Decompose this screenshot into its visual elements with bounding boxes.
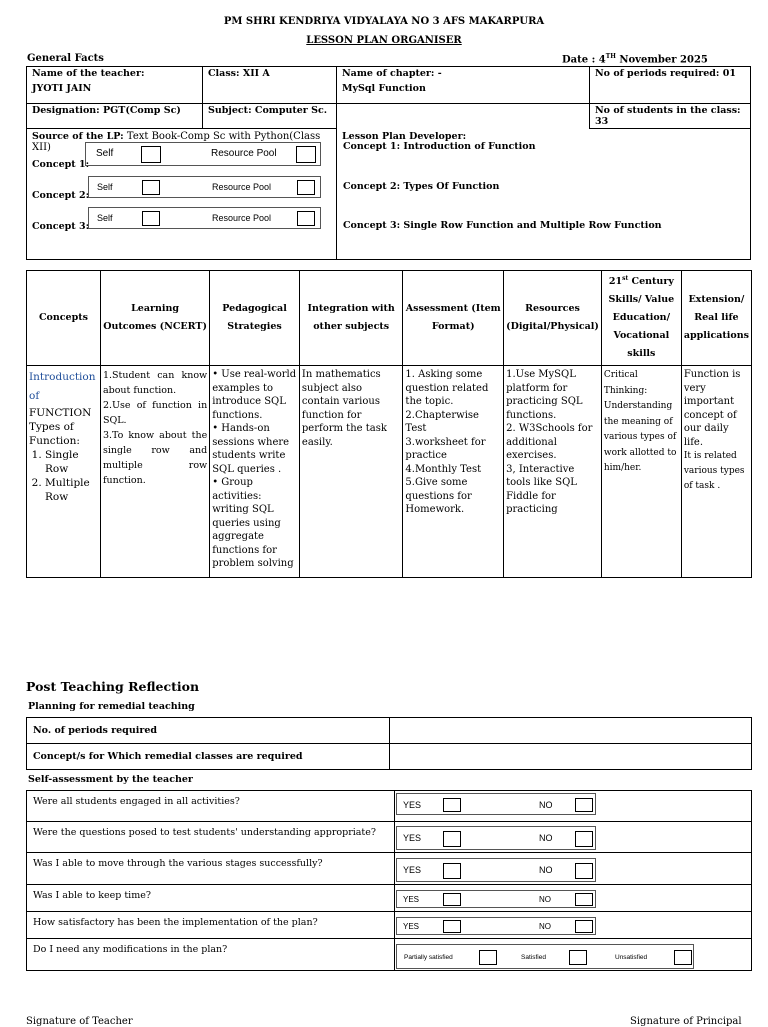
list-item: 1. Single Row (45, 448, 98, 476)
header-concepts: Concepts (27, 271, 101, 366)
concept-2-source-box: Self Resource Pool (88, 176, 321, 198)
list-item: 4.Monthly Test (405, 463, 482, 475)
class-cell: Class: XII A (203, 67, 337, 104)
chapter-cell: Name of chapter: - MySql Function (337, 67, 590, 104)
list-item: 3.worksheet for practice (405, 436, 486, 461)
assessment-cell (403, 366, 504, 578)
q6-answer: Partially satisfied Satisfied Unsatisfied (396, 944, 694, 969)
concept-1-source-box: Self Resource Pool (85, 142, 321, 166)
subject-cell: Subject: Computer Sc. (203, 104, 337, 129)
list-item: • Use real-world examples to introduce SQL functions. (212, 369, 297, 421)
list-item: 3, Interactive tools like SQL Fiddle for practicing (506, 463, 577, 515)
question-5: How satisfactory has been the implementation of the plan? (27, 912, 395, 939)
header-skills: 21st Century Skills/ Value Education/ Vocational skills (601, 271, 681, 366)
list-item: • Group activities: writing SQL queries using aggregate functions for problem solving (212, 477, 294, 569)
concept-1-self-checkbox[interactable] (141, 146, 161, 163)
developer-concept-1: Concept 1: Introduction of Function (343, 141, 536, 152)
date-label: Date : 4TH November 2025 (562, 53, 708, 66)
partially-satisfied-checkbox[interactable] (479, 950, 497, 965)
list-item: 2. Multiple Row (45, 476, 98, 504)
remedial-table (26, 717, 752, 770)
q3-yes-checkbox[interactable] (443, 863, 461, 879)
teacher-cell: Name of the teacher: JYOTI JAIN (27, 67, 203, 104)
q3-answer: YES NO (396, 858, 596, 882)
extension-cell (681, 366, 751, 578)
header-resources: Resources (Digital/Physical) (504, 271, 602, 366)
list-item: 1.Student can know about function. (102, 370, 208, 396)
header-extension: Extension/ Real life applications (681, 271, 751, 366)
reflection-title: Post Teaching Reflection (26, 679, 200, 694)
concept-2-label: Concept 2: (32, 190, 90, 201)
list-item: 2.Chapterwise Test (405, 409, 479, 434)
list-item: 2. W3Schools for additional exercises. (506, 423, 593, 461)
q2-yes-checkbox[interactable] (443, 831, 461, 847)
concept-types: Types of Function: (29, 421, 80, 447)
designation-cell: Designation: PGT(Comp Sc) (27, 104, 203, 129)
question-6: Do I need any modifications in the plan? (27, 939, 395, 971)
q4-yes-checkbox[interactable] (443, 893, 461, 906)
concept-1-pool-checkbox[interactable] (296, 146, 316, 163)
question-4: Was I able to keep time? (27, 885, 395, 912)
list-item: 5.Give some questions for Homework. (405, 477, 472, 515)
outcomes-cell (100, 366, 209, 578)
concepts-cell (27, 366, 101, 578)
document-title: LESSON PLAN ORGANISER (306, 35, 462, 46)
q1-answer: YES NO (396, 793, 596, 815)
q2-no-checkbox[interactable] (575, 831, 593, 847)
source-line: Source of the LP: Text Book-Comp Sc with Python(Class XII) (32, 131, 321, 153)
concept-3-pool-checkbox[interactable] (297, 211, 315, 226)
list-item: 1.Use MySQL platform for practicing SQL functions. (506, 369, 583, 421)
concept-2-pool-checkbox[interactable] (297, 180, 315, 195)
question-3: Was I able to move through the various stages successfully? (27, 853, 395, 885)
q3-no-checkbox[interactable] (575, 863, 593, 879)
concept-2-self-checkbox[interactable] (142, 180, 160, 195)
list-item: It is related various types of task . (683, 451, 745, 491)
concept-1-label: Concept 1: (32, 159, 90, 170)
q5-yes-checkbox[interactable] (443, 920, 461, 933)
question-1: Were all students engaged in all activities? (27, 791, 395, 822)
resources-cell (504, 366, 602, 578)
list-item: 3.To know about the single row and multiple row function. (102, 430, 208, 486)
students-cell: No of students in the class: 33 (590, 104, 751, 129)
lesson-plan-table (26, 270, 752, 578)
remedial-periods-value[interactable] (390, 718, 752, 744)
remedial-concepts-value[interactable] (390, 744, 752, 770)
header-outcomes: Learning Outcomes (NCERT) (100, 271, 209, 366)
self-assessment-title: Self-assessment by the teacher (28, 774, 193, 785)
developer-label: Lesson Plan Developer: (342, 131, 467, 142)
satisfied-checkbox[interactable] (569, 950, 587, 965)
teacher-signature: Signature of Teacher (26, 1016, 133, 1027)
unsatisfied-checkbox[interactable] (674, 950, 692, 965)
list-item: Function is very important concept of our daily life. (683, 369, 741, 448)
list-item: • Hands-on sessions where students write SQL queries . (212, 423, 290, 475)
remedial-concepts-label: Concept/s for Which remedial classes are required (27, 744, 390, 770)
q4-no-checkbox[interactable] (575, 893, 593, 906)
strategies-cell (210, 366, 300, 578)
q5-answer: YES NO (396, 917, 596, 935)
periods-cell: No of periods required: 01 (590, 67, 751, 104)
header-assessment: Assessment (Item Format) (403, 271, 504, 366)
skills-cell: Critical Thinking: Understanding the meaning of various types of work allotted to him/her. (601, 366, 681, 578)
concept-function: FUNCTION (29, 407, 92, 419)
q4-answer: YES NO (396, 890, 596, 908)
remedial-periods-label: No. of periods required (27, 718, 390, 744)
principal-signature: Signature of Principal (630, 1016, 742, 1027)
general-facts-label: General Facts (27, 53, 104, 64)
concept-3-label: Concept 3: (32, 221, 90, 232)
q1-no-checkbox[interactable] (575, 798, 593, 812)
school-name: PM SHRI KENDRIYA VIDYALAYA NO 3 AFS MAKARPURA (223, 16, 545, 27)
concept-intro: Introduction of (29, 371, 96, 402)
question-2: Were the questions posed to test students' understanding appropriate? (27, 822, 395, 853)
remedial-title: Planning for remedial teaching (28, 701, 195, 712)
q2-answer: YES NO (396, 826, 596, 850)
developer-concept-2: Concept 2: Types Of Function (343, 181, 500, 192)
developer-concept-3: Concept 3: Single Row Function and Multiple Row Function (343, 220, 662, 231)
list-item: 1. Asking some question related the topic. (405, 369, 489, 407)
integration-cell: In mathematics subject also contain various function for perform the task easily. (299, 366, 403, 578)
header-integration: Integration with other subjects (299, 271, 403, 366)
concept-3-source-box: Self Resource Pool (88, 207, 321, 229)
q1-yes-checkbox[interactable] (443, 798, 461, 812)
header-strategies: Pedagogical Strategies (210, 271, 300, 366)
q5-no-checkbox[interactable] (575, 920, 593, 933)
list-item: 2.Use of function in SQL. (102, 400, 208, 426)
concept-3-self-checkbox[interactable] (142, 211, 160, 226)
